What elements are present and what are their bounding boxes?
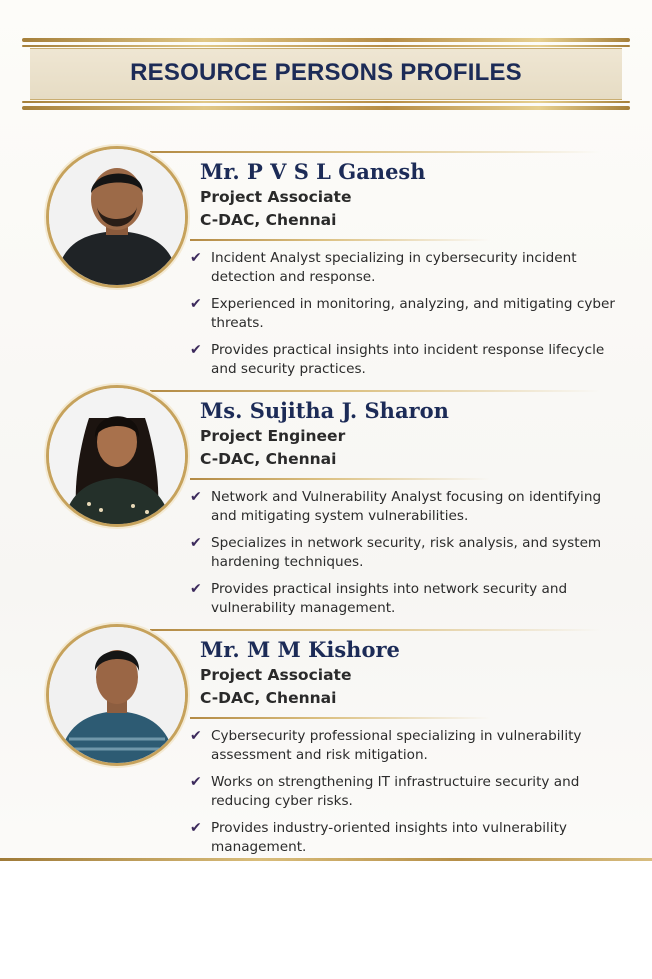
highlight-item: ✔ Works on strengthening IT infrastructuire security and reducing cyber risks. — [190, 774, 580, 809]
profile-photo — [46, 146, 188, 288]
checkmark-icon: ✔ — [190, 342, 202, 358]
profile-top-rule — [150, 629, 600, 631]
checkmark-icon: ✔ — [190, 250, 202, 266]
profile-divider — [190, 717, 490, 719]
header-banner — [22, 36, 630, 112]
checkmark-icon: ✔ — [190, 296, 202, 312]
profile-photo — [46, 624, 188, 766]
profile-highlights — [190, 727, 630, 865]
footer-blank-area — [0, 861, 652, 979]
highlight-item: ✔ Network and Vulnerability Analyst focusing on identifying and mitigating system vulnerabilities. — [190, 489, 602, 524]
checkmark-icon: ✔ — [190, 820, 202, 836]
checkmark-icon: ✔ — [190, 489, 202, 505]
profile-organization: C-DAC, Chennai — [200, 211, 337, 229]
highlight-item: ✔ Provides practical insights into network security and vulnerability management. — [190, 581, 568, 616]
profile-role: Project Associate — [200, 188, 352, 206]
banner-bottom-rule — [22, 106, 630, 110]
profile-photo — [46, 385, 188, 527]
highlight-item: ✔ Provides industry-oriented insights into vulnerability management. — [190, 820, 567, 855]
profile-divider — [190, 478, 490, 480]
highlight-item: ✔ Cybersecurity professional specializing in vulnerability assessment and risk mitigation. — [190, 728, 582, 763]
profile-top-rule — [150, 390, 600, 392]
highlight-item: ✔ Experienced in monitoring, analyzing, and mitigating cyber threats. — [190, 296, 615, 331]
profile-organization: C-DAC, Chennai — [200, 450, 337, 468]
checkmark-icon: ✔ — [190, 581, 202, 597]
profile-name: Mr. P V S L Ganesh — [200, 159, 426, 184]
profile-divider — [190, 239, 490, 241]
banner-top-rule-thin — [22, 45, 630, 47]
checkmark-icon: ✔ — [190, 774, 202, 790]
highlight-item: ✔ Incident Analyst specializing in cybersecurity incident detection and response. — [190, 250, 577, 285]
banner-bottom-rule-thin — [22, 101, 630, 103]
profile-highlights — [190, 488, 630, 626]
highlight-item: ✔ Specializes in network security, risk analysis, and system hardening techniques. — [190, 535, 602, 570]
profile-highlights — [190, 249, 630, 387]
checkmark-icon: ✔ — [190, 535, 202, 551]
profile-name: Mr. M M Kishore — [200, 637, 400, 662]
profile-card — [0, 146, 652, 376]
profile-card — [0, 385, 652, 615]
profile-name: Ms. Sujitha J. Sharon — [200, 398, 449, 423]
profile-role: Project Associate — [200, 666, 352, 684]
profile-role: Project Engineer — [200, 427, 346, 445]
profile-top-rule — [150, 151, 600, 153]
checkmark-icon: ✔ — [190, 728, 202, 744]
highlight-item: ✔ Provides practical insights into incident response lifecycle and security practices. — [190, 342, 605, 377]
profile-organization: C-DAC, Chennai — [200, 689, 337, 707]
banner-top-rule — [22, 38, 630, 42]
page-title: RESOURCE PERSONS PROFILES — [130, 59, 522, 86]
profile-card — [0, 624, 652, 854]
